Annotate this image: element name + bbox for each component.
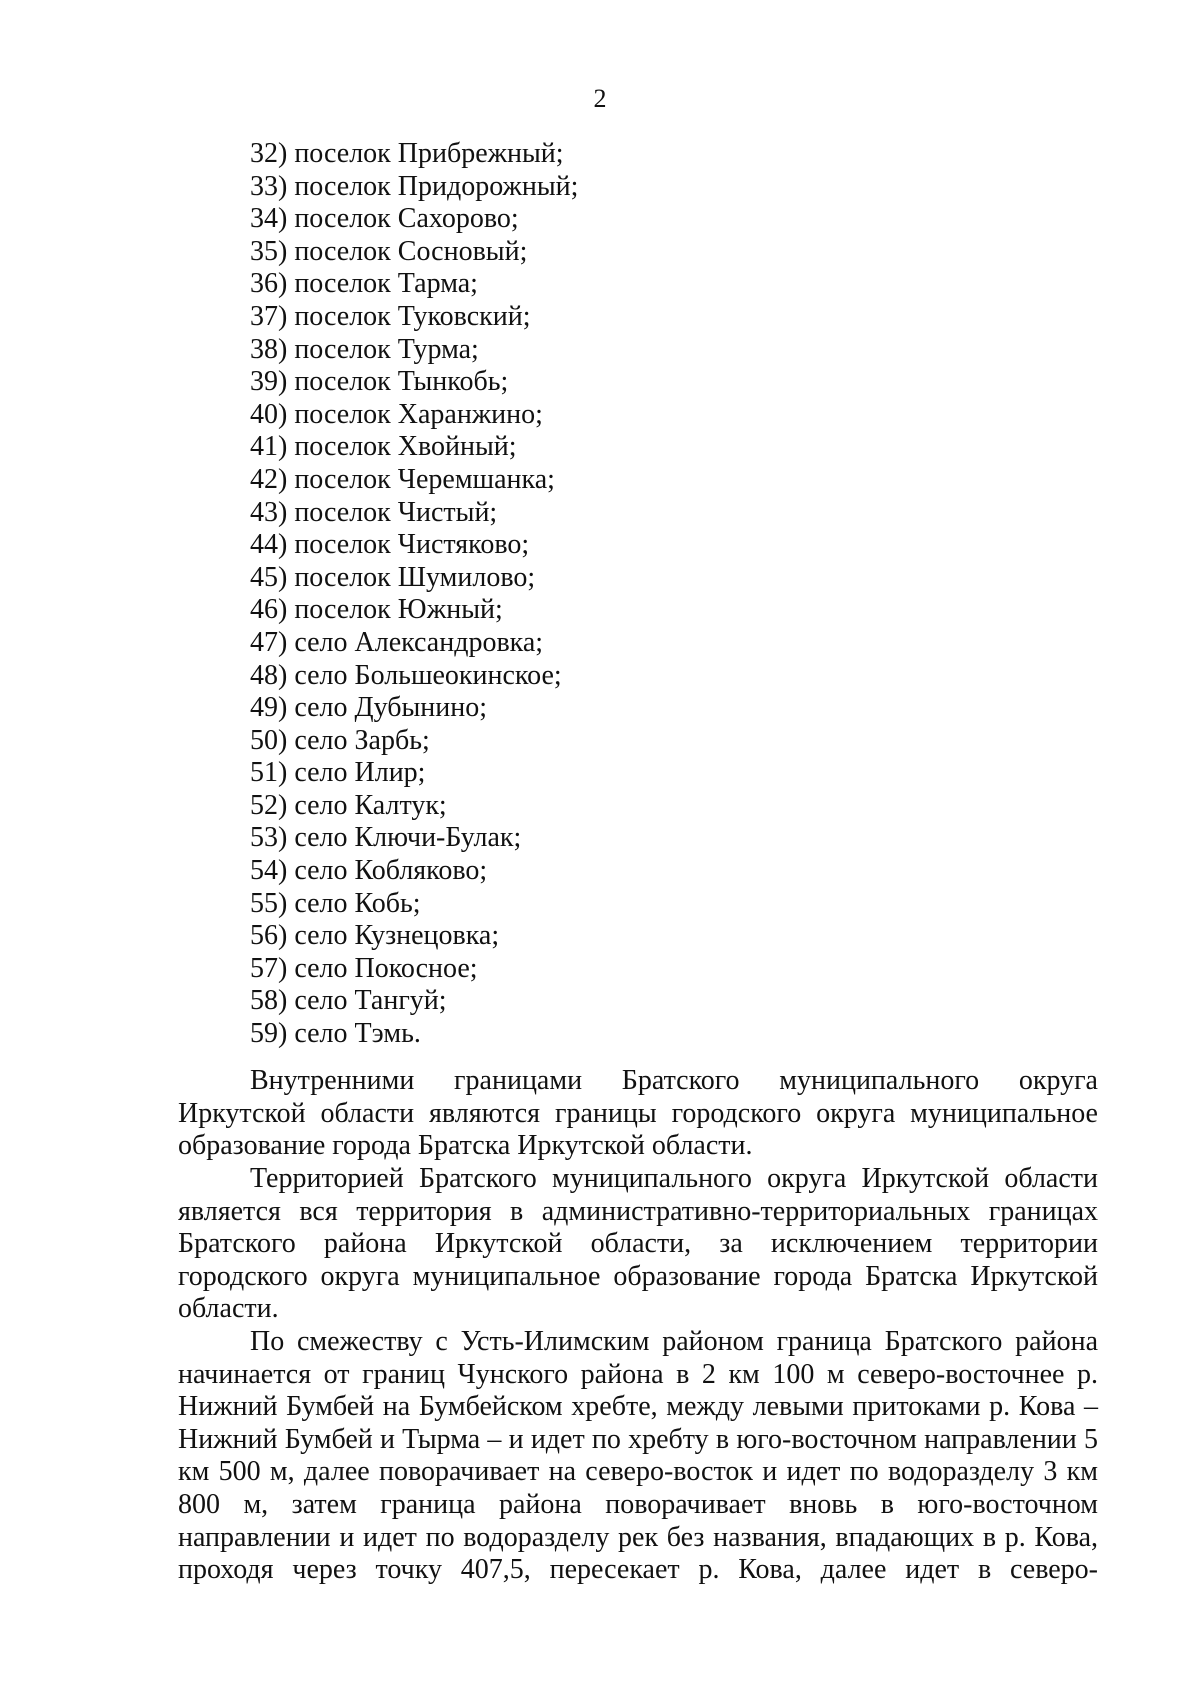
paragraph-territory (178, 1163, 1098, 1326)
list-item: 33) поселок Придорожный; (250, 170, 579, 202)
list-item: 50) село Зарбь; (250, 724, 430, 756)
list-item: 36) поселок Тарма; (250, 268, 478, 300)
page-number: 2 (593, 84, 607, 113)
list-item: 44) поселок Чистяково; (250, 529, 530, 561)
list-item: 34) поселок Сахорово; (250, 203, 519, 235)
list-item: 48) село Большеокинское; (250, 659, 562, 691)
list-item: 43) поселок Чистый; (250, 496, 498, 528)
list-item: 47) село Александровка; (250, 626, 544, 658)
list-item: 45) поселок Шумилово; (250, 561, 536, 593)
list-item: 38) поселок Турма; (250, 333, 479, 365)
paragraph-text: По смежеству с Усть-Илимским районом граница Братского района начинается от границ Чунского района в 2 км 100 м северо-восточнее р. Нижний Бумбей на Бумбейском хребте, между левыми притоками р. Кова – Нижний Бумбей и Тырма – и идет по хребту в юго-восточном направлении 5 км 500 м, далее поворачивает на северо-восток и идет по водоразделу 3 км 800 м, затем граница района поворачивает вновь в юго-восточном направлении и идет по водоразделу рек без названия, впадающих в р. Кова, проходя через точку 407,5, пересекает р. Кова, далее идет в северо- (178, 1326, 1098, 1586)
paragraph-border-description (178, 1326, 1098, 1587)
paragraph-text: Территорией Братского муниципального округа Иркутской области является вся территория в административно-территориальных границах Братского района Иркутской области, за исключением территории городского округа муниципальное образование города Братска Иркутской области. (178, 1163, 1098, 1325)
paragraph-internal-borders (178, 1065, 1098, 1163)
list-item: 53) село Ключи-Булак; (250, 822, 522, 854)
list-item: 35) поселок Сосновый; (250, 235, 528, 267)
list-item: 52) село Калтук; (250, 789, 447, 821)
list-item: 41) поселок Хвойный; (250, 431, 517, 463)
list-item: 56) село Кузнецовка; (250, 920, 500, 952)
list-item: 32) поселок Прибрежный; (250, 138, 564, 169)
settlement-list (250, 138, 578, 1051)
list-item: 42) поселок Черемшанка; (250, 463, 555, 495)
list-item: 49) село Дубынино; (250, 692, 488, 724)
list-item: 37) поселок Туковский; (250, 300, 531, 332)
list-item: 40) поселок Харанжино; (250, 398, 543, 430)
list-item: 59) село Тэмь. (250, 1018, 421, 1050)
list-item: 46) поселок Южный; (250, 594, 503, 626)
list-item: 58) село Тангуй; (250, 985, 447, 1017)
paragraph-text: Внутренними границами Братского муниципального округа Иркутской области являются границы городского округа муниципальное образование города Братска Иркутской области. (178, 1065, 1098, 1162)
list-item: 54) село Кобляково; (250, 855, 488, 887)
list-item: 55) село Кобь; (250, 887, 421, 919)
list-item: 51) село Илир; (250, 757, 426, 789)
list-item: 57) село Покосное; (250, 952, 478, 984)
list-item: 39) поселок Тынкобь; (250, 366, 509, 398)
